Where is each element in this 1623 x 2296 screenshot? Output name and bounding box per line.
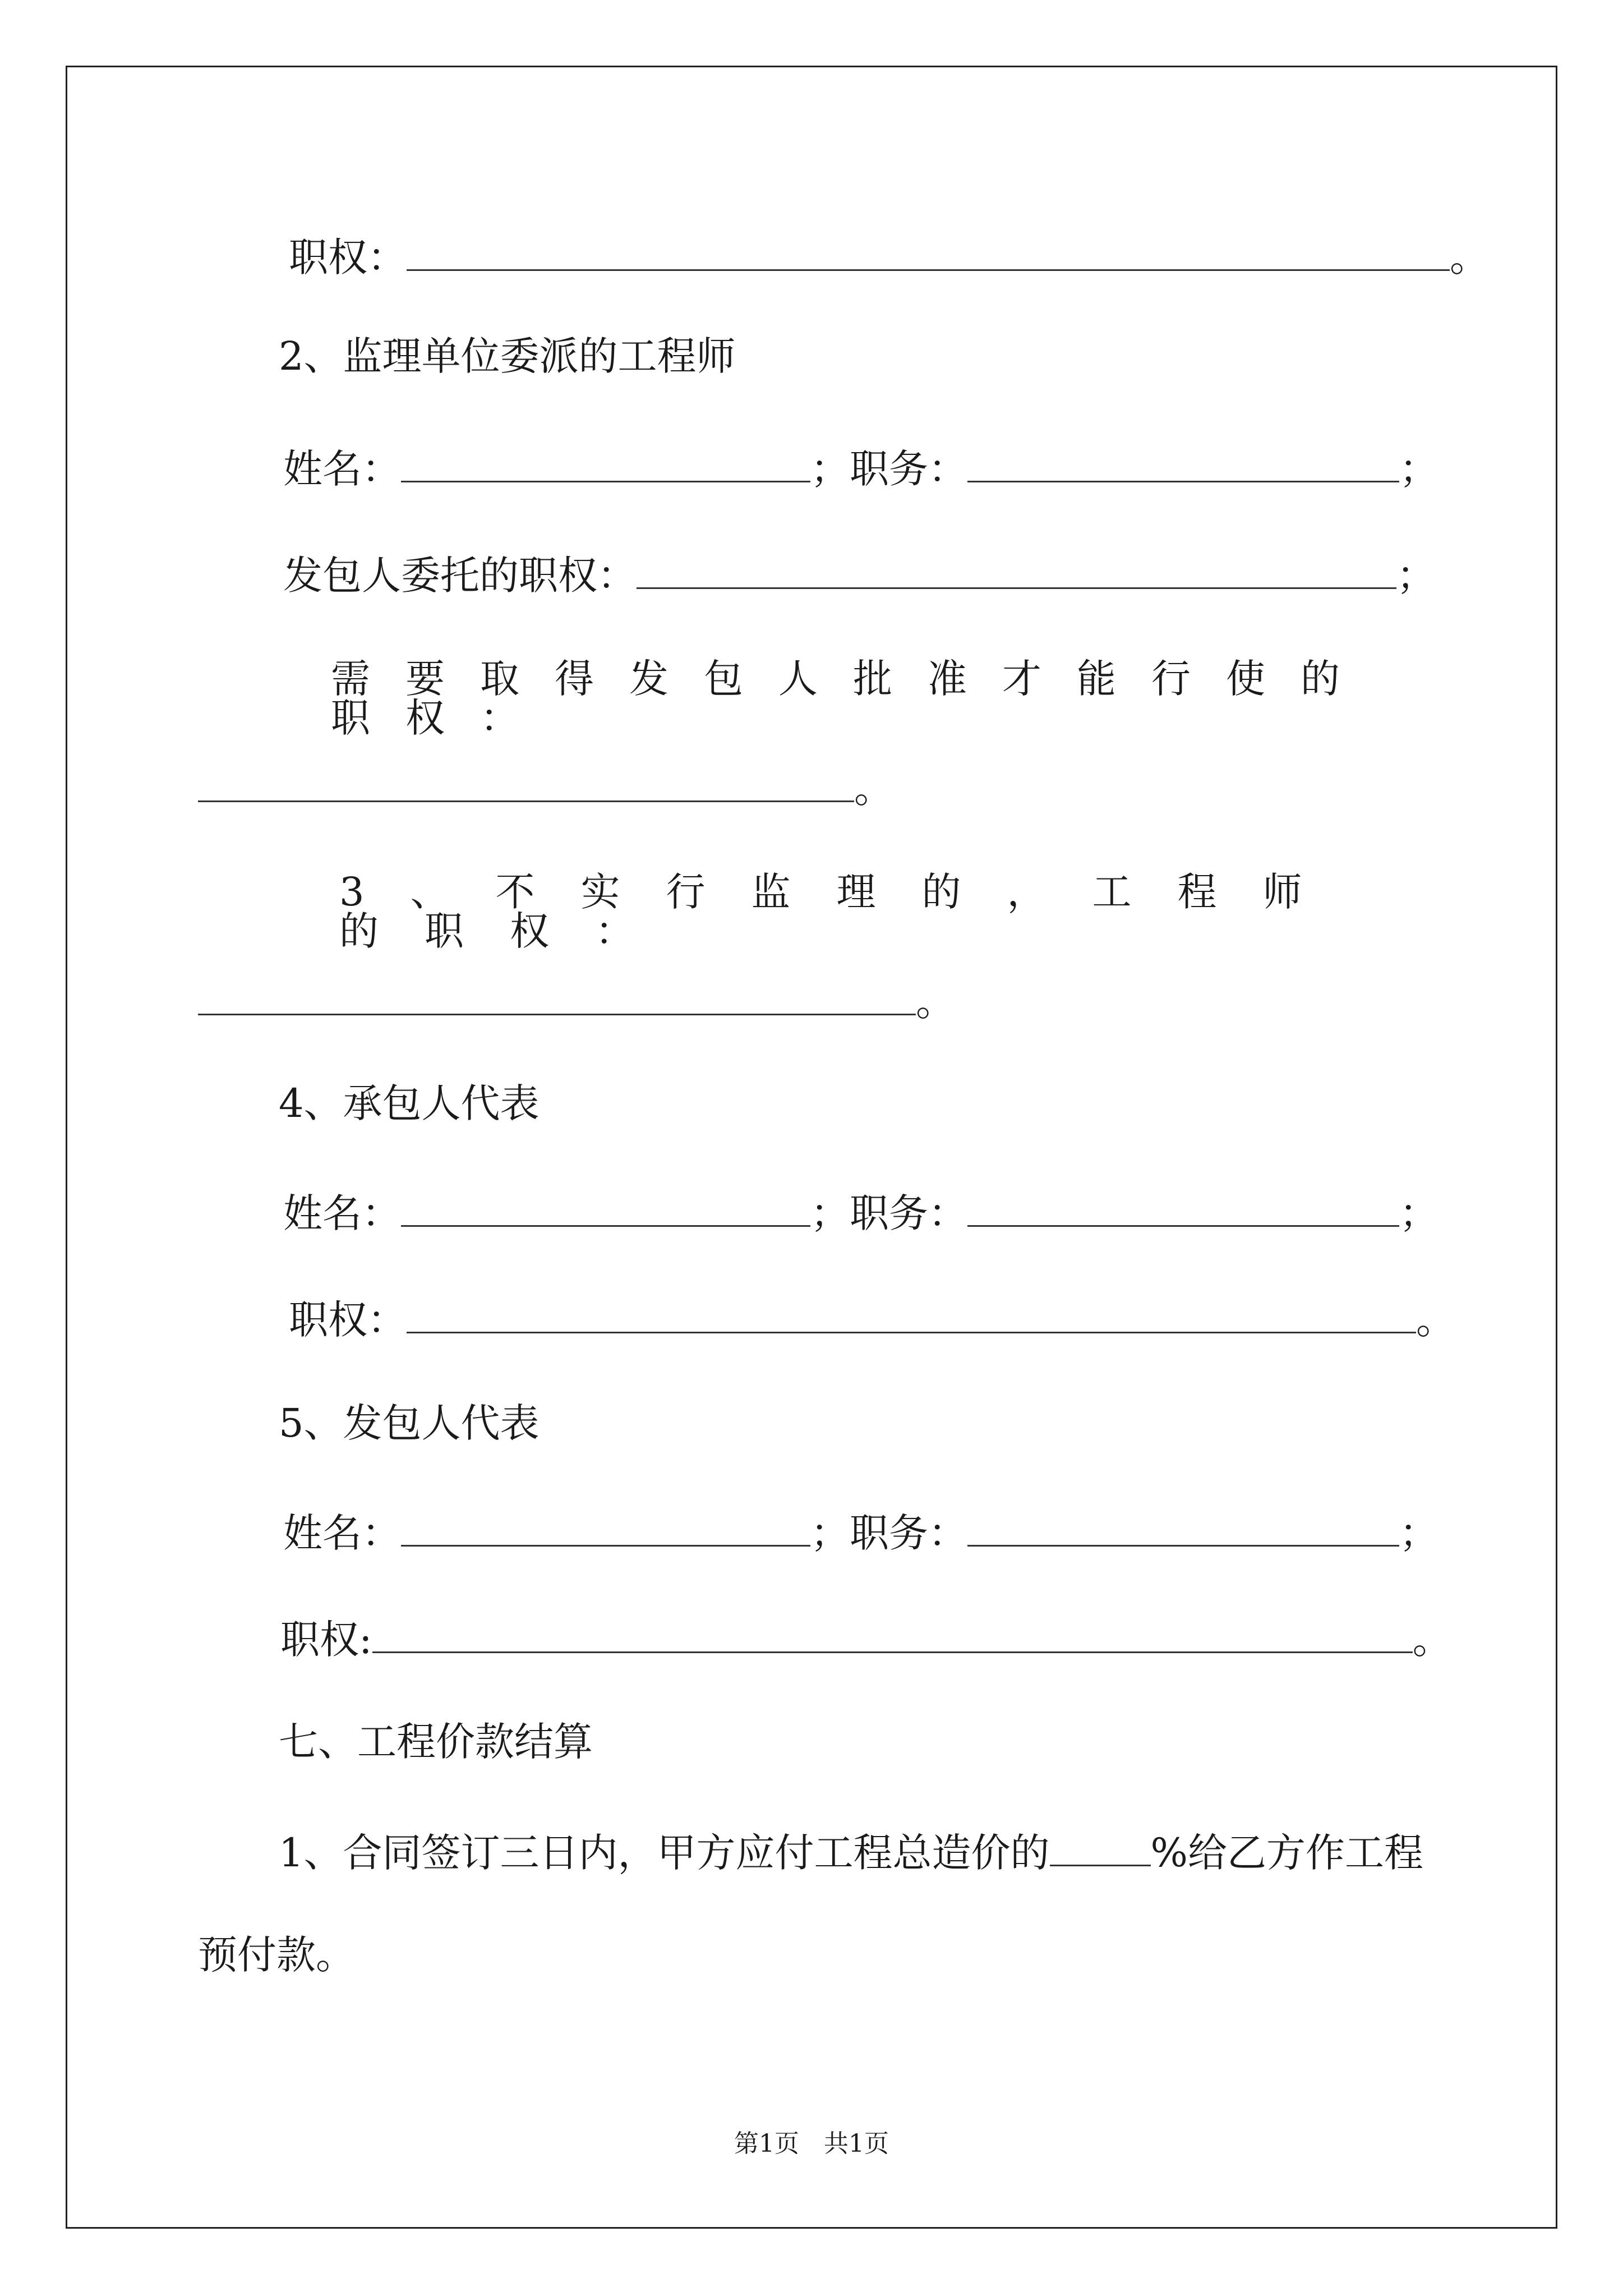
line-advance-payment [279, 1830, 1424, 1876]
line-entrusted-authority [283, 553, 1436, 599]
end-punct: 。 [916, 979, 955, 1025]
blank-title[interactable] [967, 1190, 1399, 1227]
line-authority-2 [289, 1297, 1455, 1343]
label-title: ；职务： [810, 1510, 967, 1556]
line-no-supervision [339, 869, 1410, 954]
blank-entrusted[interactable] [637, 553, 1396, 589]
label-authority: 职权： [289, 1297, 407, 1343]
line-name-title-2 [283, 1190, 1438, 1236]
line-authority-1 [289, 234, 1489, 280]
heading-price-settlement: 七、工程价款结算 [279, 1719, 593, 1765]
end-punct: ； [1399, 1190, 1438, 1236]
line-name-title-1 [283, 446, 1438, 492]
blank-title[interactable] [967, 1510, 1399, 1547]
line-name-title-3 [283, 1510, 1438, 1556]
heading-contractor-rep: 4、承包人代表 [279, 1080, 540, 1126]
blank-name[interactable] [401, 446, 810, 482]
blank-approval[interactable] [198, 766, 854, 802]
heading-employer-rep: 5、发包人代表 [279, 1400, 540, 1446]
line-advance-payment-end: 预付款。 [198, 1932, 355, 1978]
label-authority: 职权: [280, 1617, 372, 1663]
blank-percentage[interactable] [1050, 1830, 1151, 1866]
blank-authority[interactable] [407, 234, 1450, 271]
label-name: 姓名： [283, 1510, 401, 1556]
end-punct: 。 [1450, 234, 1489, 280]
blank-name[interactable] [401, 1190, 810, 1227]
heading-supervisor-engineer: 2、监理单位委派的工程师 [279, 333, 736, 379]
end-punct: 。 [854, 766, 893, 812]
label-title: ；职务： [810, 1190, 967, 1236]
label-entrusted: 发包人委托的职权： [283, 553, 637, 599]
end-punct: 。 [1412, 1617, 1452, 1663]
label-name: 姓名： [283, 1190, 401, 1236]
advance-text-post: %给乙方作工程 [1150, 1830, 1424, 1876]
page-number: 第1页 共1页 [734, 2129, 889, 2158]
end-punct: ； [1399, 446, 1438, 492]
blank-name[interactable] [401, 1510, 810, 1547]
blank-title[interactable] [967, 446, 1399, 482]
blank-authority[interactable] [407, 1297, 1416, 1333]
end-punct: ； [1399, 1510, 1438, 1556]
spread-text: 需要取得发包人批准才能行使的职权： [331, 656, 1375, 741]
line-authority-3 [280, 1617, 1452, 1663]
label-authority: 职权： [289, 234, 407, 280]
blank-no-supervision[interactable] [198, 979, 916, 1015]
line-approval-authority [331, 656, 1410, 741]
end-punct: ； [1396, 553, 1436, 599]
spread-text: 3、不实行监理的，工程师的职权： [339, 869, 1348, 954]
blank-authority[interactable] [372, 1617, 1413, 1653]
label-name: 姓名： [283, 446, 401, 492]
label-title: ；职务： [810, 446, 967, 492]
page-border [66, 66, 1557, 2229]
line-no-supervision-blank [198, 979, 955, 1025]
line-approval-blank [198, 766, 893, 812]
advance-text-pre: 1、合同签订三日内，甲方应付工程总造价的 [279, 1830, 1050, 1876]
end-punct: 。 [1416, 1297, 1455, 1343]
